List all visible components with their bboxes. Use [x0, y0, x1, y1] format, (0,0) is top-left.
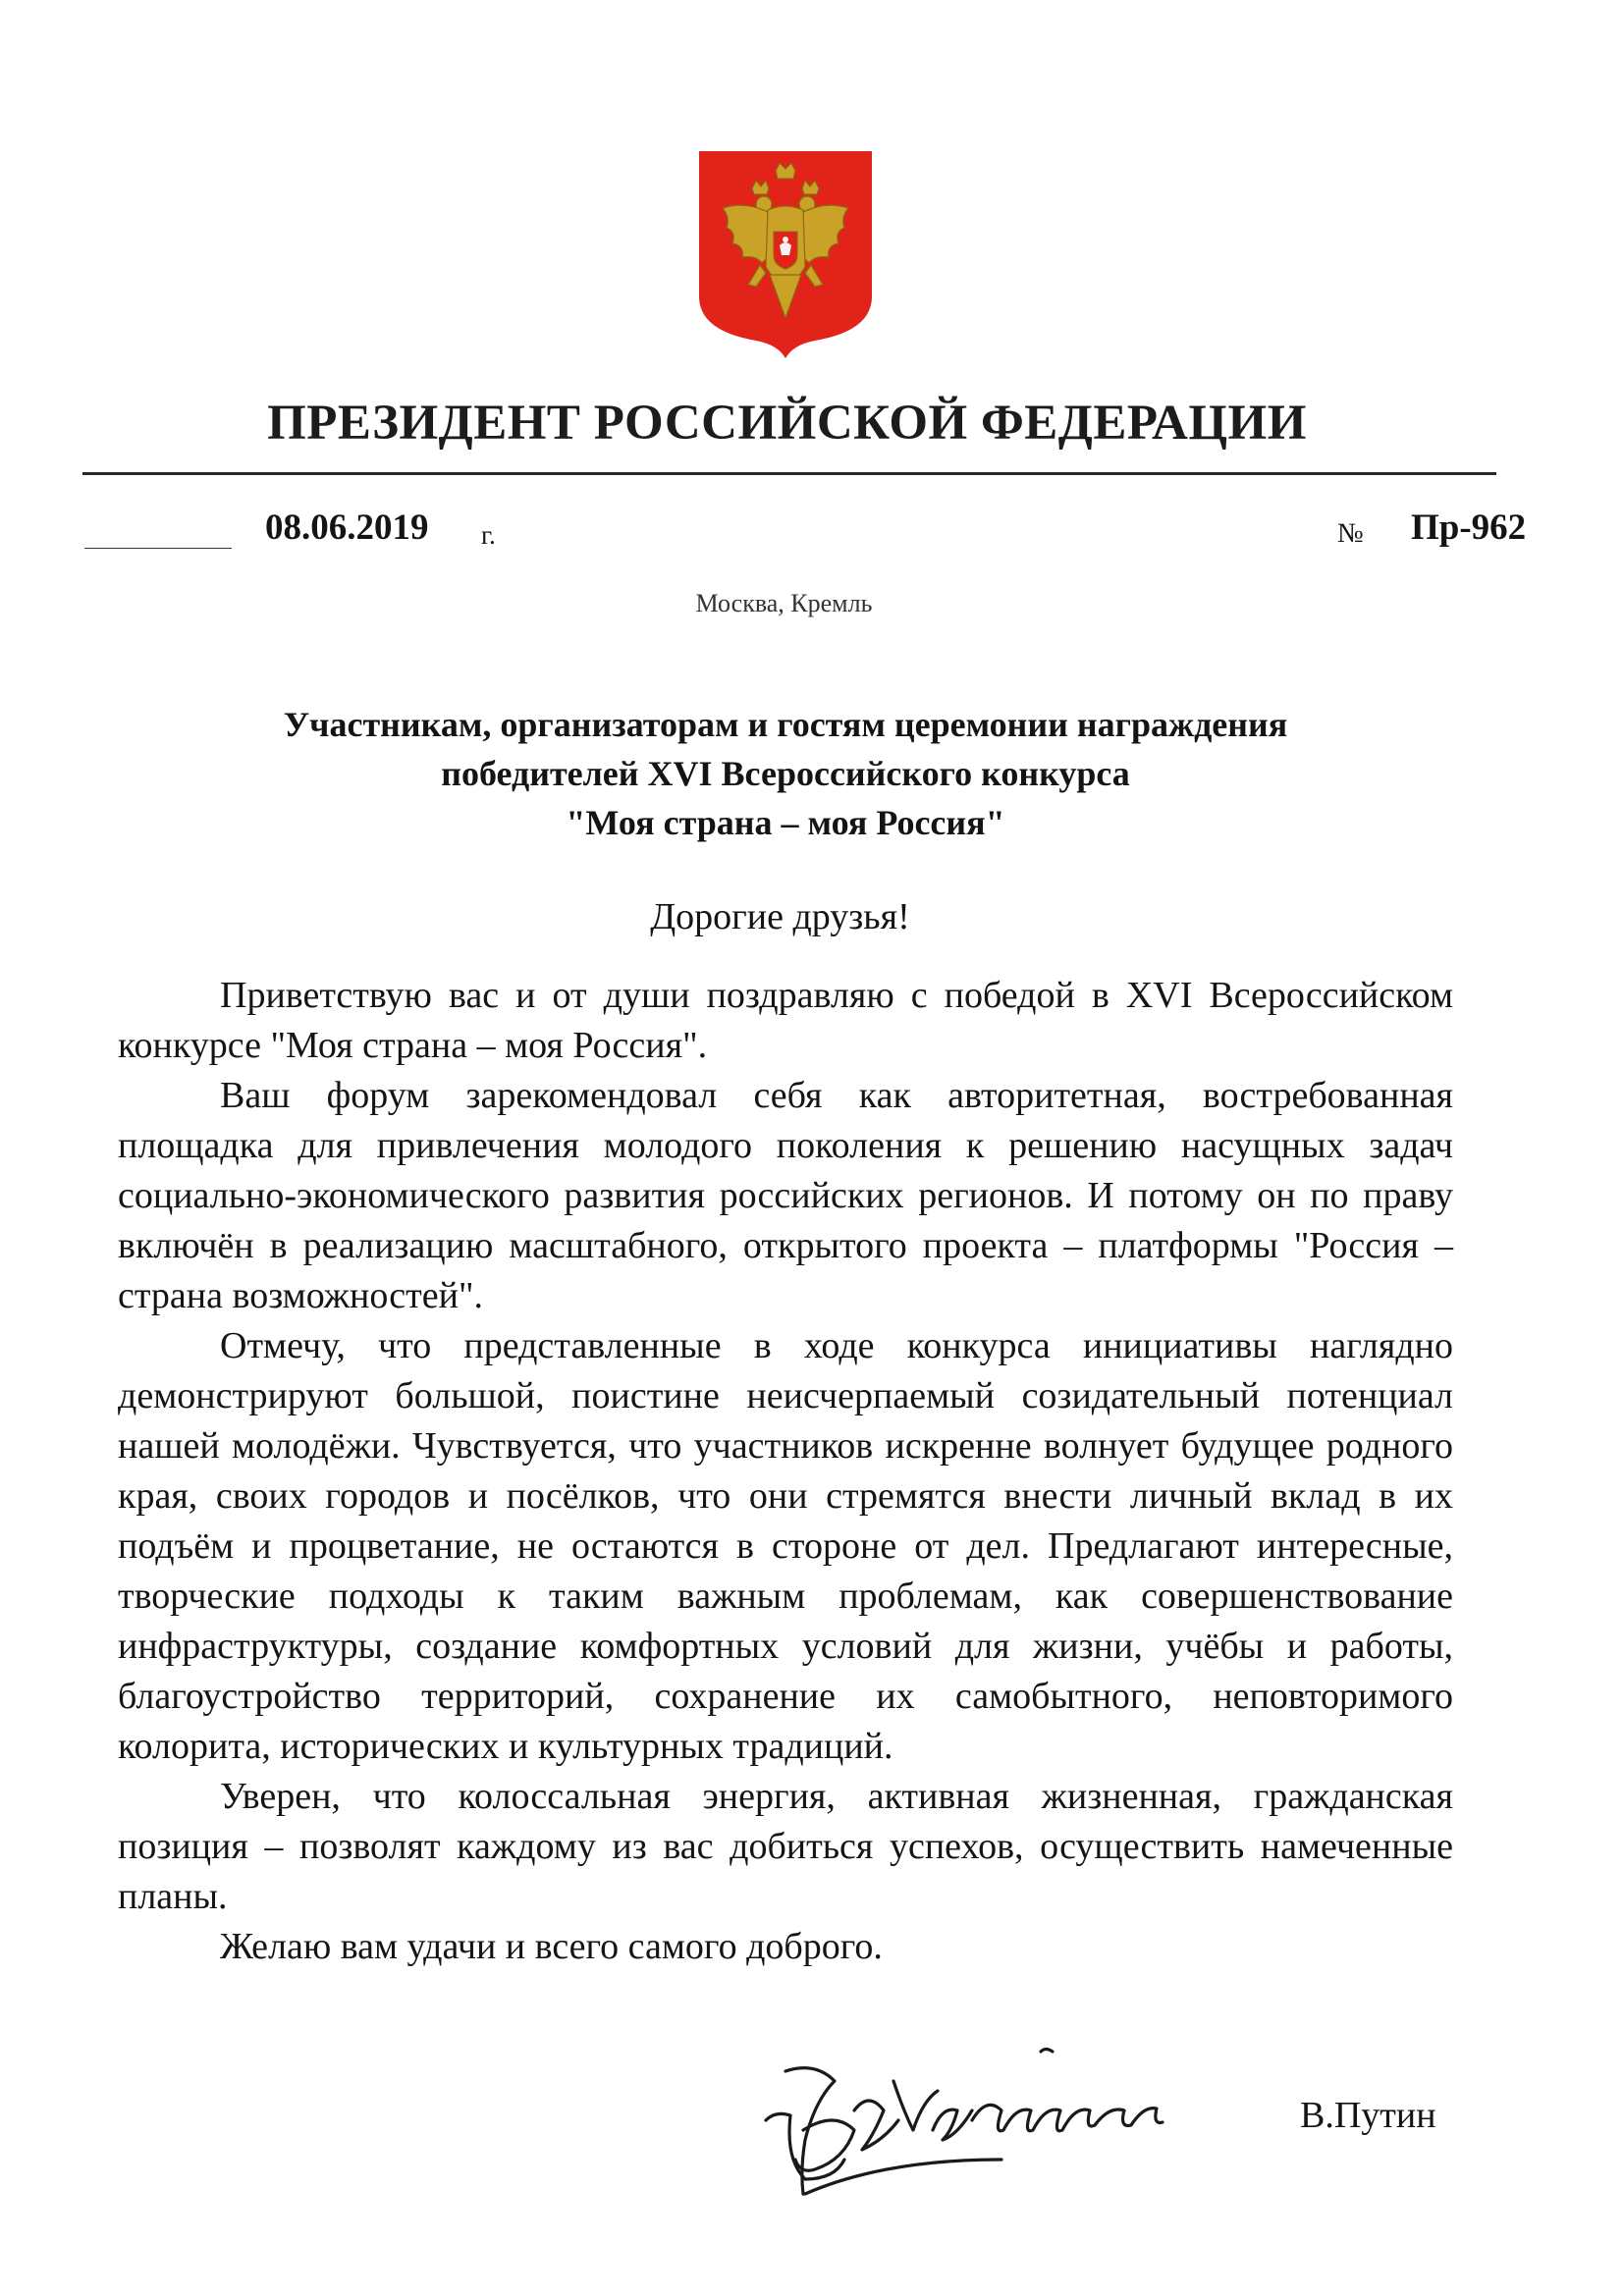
greeting: Дорогие друзья! [650, 896, 910, 937]
header-divider [82, 472, 1496, 475]
document-date: 08.06.2019 [265, 507, 429, 548]
recipient-heading [118, 700, 1453, 847]
handwritten-signature-icon [746, 2012, 1217, 2209]
paragraph: Уверен, что колоссальная энергия, активная жизненная, гражданская позиция – позволят каждому из вас добиться успехов, осуществить намеченные планы. [118, 1776, 1453, 1917]
paragraph: Приветствую вас и от души поздравляю с победой в XVI Всероссийском конкурсе "Моя страна – моя Россия". [118, 975, 1453, 1066]
recipient-line: победителей XVI Всероссийского конкурса [441, 754, 1130, 793]
year-suffix: г. [481, 520, 496, 550]
letter-body [118, 971, 1453, 1972]
coat-of-arms-icon [697, 149, 874, 360]
recipient-line: "Моя страна – моя Россия" [566, 803, 1005, 842]
document-number: Пр-962 [1411, 507, 1527, 548]
paragraph: Желаю вам удачи и всего самого доброго. [220, 1926, 883, 1967]
recipient-line: Участникам, организаторам и гостям церемонии награждения [283, 705, 1288, 744]
blank-field-line [84, 548, 232, 549]
document-place: Москва, Кремль [695, 589, 873, 617]
header-title: ПРЕЗИДЕНТ РОССИЙСКОЙ ФЕДЕРАЦИИ [267, 396, 1307, 451]
paragraph: Отмечу, что представленные в ходе конкурса инициативы наглядно демонстрируют большой, поистине неисчерпаемый созидательный потенциал нашей молодёжи. Чувствуется, что участников искренне волнует будущее родного края, своих городов и посёлков, что они стремятся внести личный вклад в их подъём и процветание, не остаются в стороне от дел. Предлагают интересные, творческие подходы к таким важным проблемам, как совершенствование инфраструктуры, создание комфортных условий для жизни, учёбы и работы, благоустройство территорий, сохранение их самобытного, неповторимого колорита, исторических и культурных традиций. [118, 1325, 1453, 1767]
number-sign: № [1337, 518, 1364, 549]
signer-name: В.Путин [1300, 2095, 1436, 2136]
paragraph: Ваш форум зарекомендовал себя как авторитетная, востребованная площадка для привлечения молодого поколения к решению насущных задач социально-экономического развития российских регионов. И потому он по праву включён в реализацию масштабного, открытого проекта – платформы "Россия – страна возможностей". [118, 1075, 1453, 1316]
